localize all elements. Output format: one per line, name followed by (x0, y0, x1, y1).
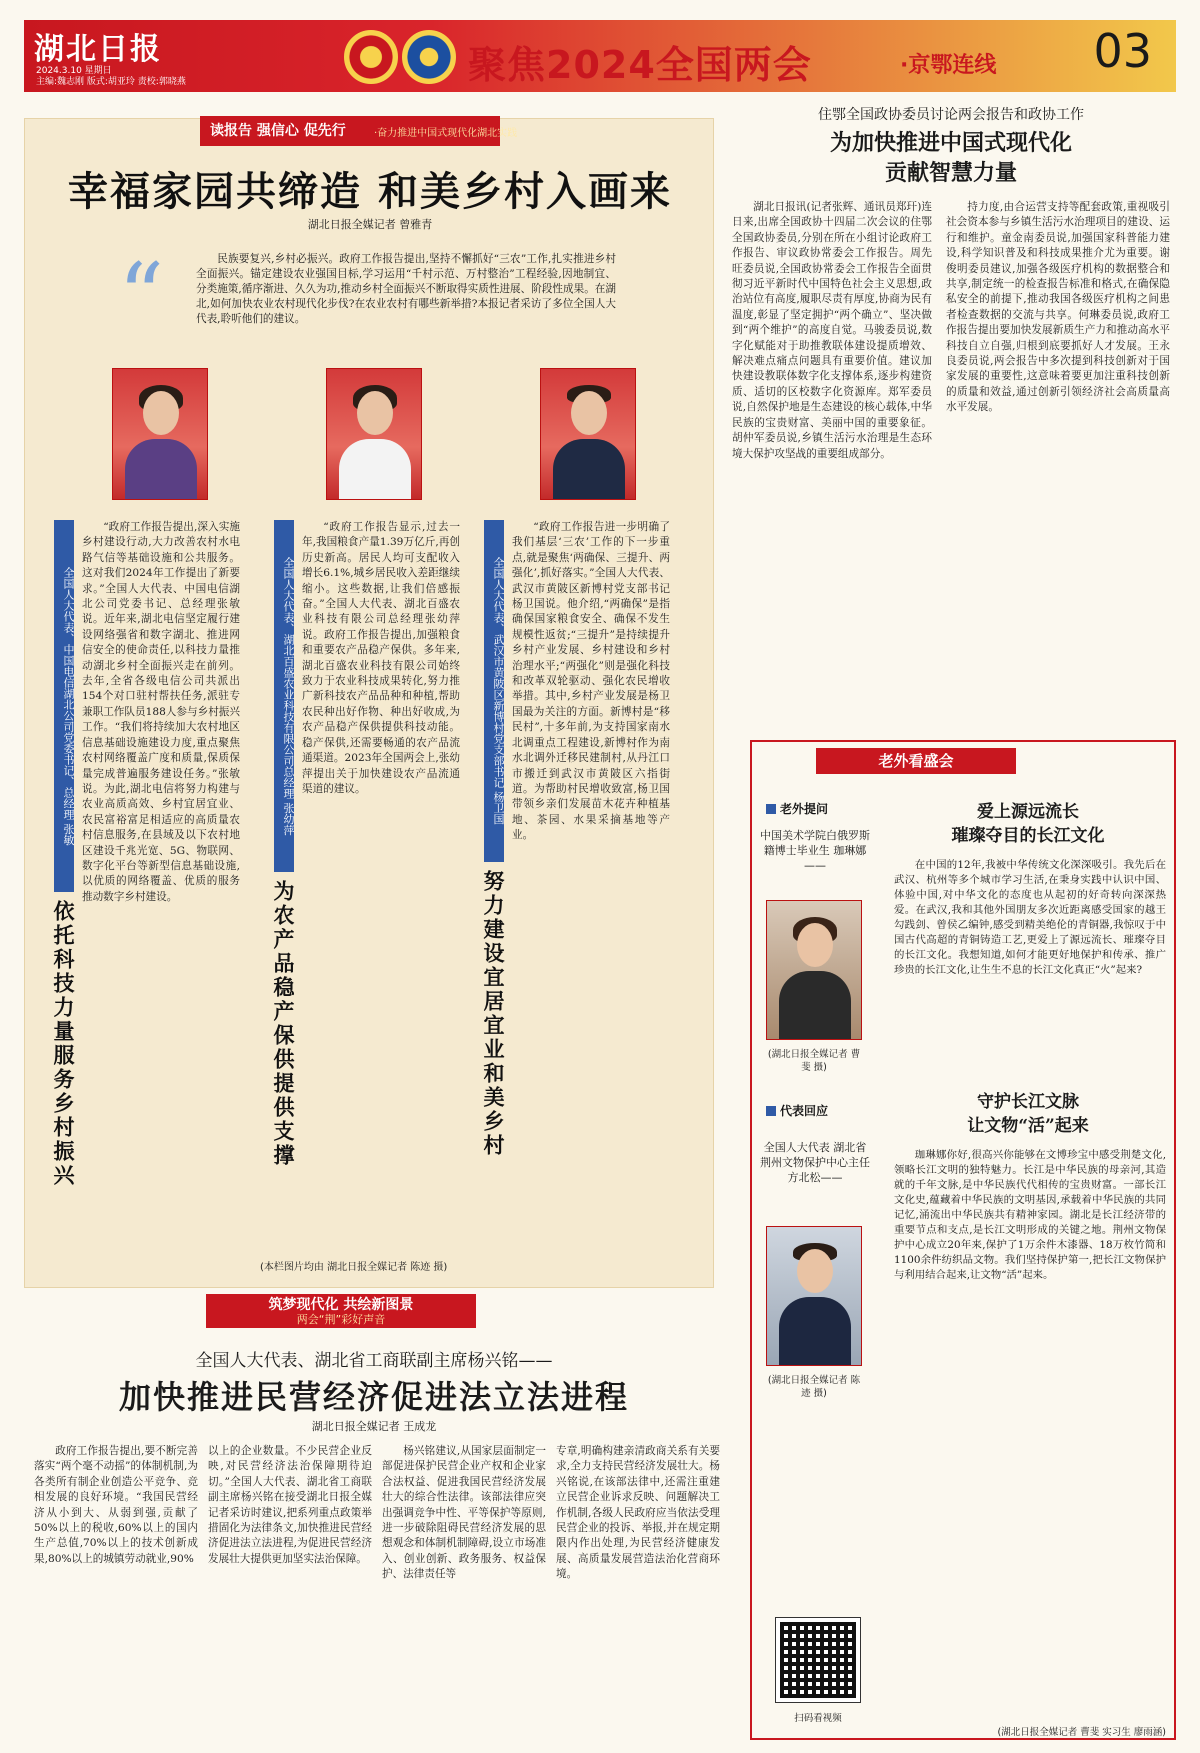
page-number: 03 (1093, 24, 1152, 78)
right-headline (726, 128, 1176, 188)
quote-mark-icon: “ (118, 244, 165, 349)
issue-date: 2024.3.10 星期日 (36, 66, 112, 76)
national-emblem-icon (344, 30, 398, 84)
main-byline: 湖北日报全媒记者 曾雅青 (307, 218, 433, 231)
answerer-caption: (湖北日报全媒记者 陈迹 摄) (767, 1375, 861, 1399)
lower-col-2: 以上的企业数量。不少民营企业反映,对民营经济法治保障期待迫切。”全国人大代表、湖北省工商联副主席杨兴铭在接受湖北日报全媒记者采访时建议,把系列重点政策举措固化为法律条文,加快推进民营经济促进法立法进程,为促进民营经济发展壮大提供更加坚实法治保障。 (208, 1445, 372, 1565)
lower-col-1: 政府工作报告提出,要不断完善落实“两个毫不动摇”的体制机制,为各类所有制企业创造公平竞争、竞相发展的良好环境。“我国民营经济从小到大、从弱到强,贡献了50%以上的税收,60%以上的国内生产总值,70%以上的技术创新成果,80%以上的城镇劳动就业,90% (34, 1445, 198, 1565)
answer-text: 珈琳娜你好,很高兴你能够在文博珍宝中感受荆楚文化,领略长江文明的独特魅力。长江是中华民族的母亲河,其造就的千年文脉,是中华民族代代相传的宝贵财富。一部长江文化史,蕴藏着中华民族的文明基因,承载着中华民族的共同记忆,涌流出中华民族共有精神家园。湖北是长江经济带的重要节点和支点,是长江文明形成的关键之地。荆州文物保护中心成立20年来,保护了1万余件木漆器、18万枚竹简和1100余件纺织品文物。我们坚持保护第一,把长江文物保护与利用结合起来,让文物“活”起来。 (894, 1149, 1166, 1281)
guest-credit: (湖北日报全媒记者 曹斐 实习生 廖雨涵) (997, 1727, 1166, 1738)
lower-col-4: 专章,明确构建亲清政商关系有关要求,全力支持民营经济发展壮大。杨兴铭说,在该部法律中,还需注重建立民营企业诉求反映、问题解决工作机制,各级人民政府应当依法受理民营企业的投诉、举报,并在规定期限内作出处理,为民营经济健康发展、高质量发展营造法治化营商环境。 (556, 1445, 720, 1581)
lower-subtitle: 全国人大代表、湖北省工商联副主席杨兴铭—— (195, 1351, 553, 1371)
rep-1-headline: 依托科技力量服务乡村振兴 (51, 900, 76, 1188)
asker-caption: (湖北日报全媒记者 曹斐 摄) (767, 1049, 861, 1073)
answer-tag: 代表回应 (766, 1102, 828, 1119)
answerer-name: 全国人大代表 湖北省荆州文物保护中心主任 方北松—— (760, 1141, 870, 1184)
photo-credit: (本栏图片均由 湖北日报全媒记者 陈迹 摄) (260, 1262, 448, 1273)
rep-2-text: “政府工作报告显示,过去一年,我国粮食产量1.39万亿斤,再创历史新高。居民人均可支配收入增长6.1%,城乡居民收入差距继续缩小。这些数据,让我们倍感振奋。”全国人大代表、湖北百盛农业科技有限公司总经理张幼萍说。政府工作报告提出,加强粮食和重要农产品稳产保供。多年来,湖北百盛农业科技有限公司始终致力于农业科技成果转化,努力推广新科技农产品品种和种植,帮助农民种出好作物、种出好收成,为农产品稳产保供提供科技动能。稳产保供,还需要畅通的农产品流通渠道。2023年全国两会上,张幼萍提出关于加快建设农产品流通渠道的建议。 (302, 521, 460, 795)
answerer-photo (766, 1226, 862, 1366)
rep-3-bar: 全国人大代表、武汉市黄陂区新博村党支部书记 杨卫国 (484, 520, 504, 862)
lower-col-3: 杨兴铭建议,从国家层面制定一部促进保护民营企业产权和企业家合法权益、促进我国民营经济发展壮大的综合性法律。该部法律应突出强调竞争中性、平等保护等原则,进一步破除阻碍民营经济发展的思想观念和体制机制障碍,设立市场准入、创业创新、政务服务、权益保护、法律责任等 (382, 1445, 546, 1581)
rep-1-bar: 全国人大代表、中国电信湖北公司党委书记、总经理 张敏 (54, 520, 74, 892)
column-kicker-sub: ·奋力推进中国式现代化湖北实践 (374, 128, 518, 139)
right-headline-line1: 为加快推进中国式现代化 (829, 130, 1072, 156)
lower-banner (206, 1294, 476, 1328)
lower-headline: 加快推进民营经济促进法立法进程 (118, 1378, 629, 1416)
foreigner-box-header: 老外看盛会 (816, 748, 1016, 774)
rep-3-headline: 努力建设宜居宜业和美乡村 (481, 870, 506, 1158)
right-col-2: 持力度,由合运营支持等配套政策,重视吸引社会资本参与乡镇生活污水治理项目的建设、运行和维护。童金南委员说,加强国家科普能力建设,科学知识普及和科技成果推介尤为重要。谢俊明委员建议,加强各级医疗机构的数据整合和共享,制定统一的检查报告标准和格式,在确保隐私安全的前提下,推动我国各级医疗机构之间患者检查数据的交流与共享。何琳委员说,政府工作报告提出要加快发展新质生产力和推动高水平科技自立自强,归根到底要抓好人才发展。王永良委员说,两会报告中多次提到科技创新对于国家发展的重要性,这意味着要更加注重科技创新的质量和效益,通过创新引领经济社会高质量高水平发展。 (946, 201, 1170, 414)
masthead-subtitle: ·京鄂连线 (900, 53, 997, 78)
masthead (24, 20, 1176, 92)
ask-title: 爱上源远流长 璀璨夺目的长江文化 (951, 802, 1105, 846)
right-headline-line2: 贡献智慧力量 (884, 160, 1017, 186)
column-kicker: 读报告 强信心 促先行 (200, 116, 500, 146)
rep-2-headline: 为农产品稳产保供提供支撑 (271, 880, 296, 1168)
main-intro: 民族要复兴,乡村必振兴。政府工作报告提出,坚持不懈抓好“三农”工作,扎实推进乡村全面振兴。锚定建设农业强国目标,学习运用“千村示范、万村整治”工程经验,因地制宜、分类施策,循序渐进、久久为功,推动乡村全面振兴不断取得实质性进展、阶段性成果。在湖北,如何加快农业农村现代化步伐?在农业农村有哪些新举措?本报记者采访了多位全国人大代表,聆听他们的建议。 (196, 253, 616, 325)
lower-banner-main: 筑梦现代化 共绘新图景 (268, 1297, 414, 1313)
rep-1-text: “政府工作报告提出,深入实施乡村建设行动,大力改善农村水电路气信等基础设施和公共服务。这对我们2024年工作提出了新要求。”全国人大代表、中国电信湖北公司党委书记、总经理张敏说。近年来,湖北电信坚定履行建设网络强省和数字湖北、推进网信安全的使命责任,以科技力量推动湖北乡村全面振兴走在前列。去年,全省各级电信公司共派出154个对口驻村帮扶任务,派驻专兼职工作队员188人参与乡村振兴工作。“我们将持续加大农村地区信息基础设施建设力度,重点聚焦农村网络覆盖广度和质量,保质保量完成普遍服务建设任务。”张敏说。为此,湖北电信将努力构建与农业高质高效、乡村宜居宜业、农民富裕富足相适应的高质量农村信息服务,在县域及以下农村地区建设千兆光宽、5G、物联网、数字化平台等新型信息基础设施,以优质的网络覆盖、优质的服务推动数字乡村建设。 (82, 521, 240, 903)
qr-code[interactable] (776, 1618, 860, 1702)
answer-title: 守护长江文脉 让文物“活”起来 (967, 1092, 1089, 1136)
lower-byline: 湖北日报全媒记者 王成龙 (311, 1420, 437, 1433)
ask-tag: 老外提问 (766, 800, 828, 817)
editor-credits: 主编:魏志刚 版式:胡亚玲 责校:郭晓燕 (36, 77, 186, 87)
asker-photo (766, 900, 862, 1040)
masthead-meta (36, 66, 186, 88)
portrait-zhang-min (112, 368, 208, 500)
portrait-zhang-youping (326, 368, 422, 500)
newspaper-logo: 湖北日报 (34, 32, 162, 67)
lower-banner-sub: 两会“荆”彩好声音 (296, 1313, 386, 1326)
right-col-1: 湖北日报讯(记者张辉、通讯员郑玕)连日来,出席全国政协十四届二次会议的住鄂全国政协委员,分别在所在小组讨论政府工作报告、审议政协常委会工作报告。周先旺委员说,全国政协常委会工作报告全面贯彻习近平新时代中国特色社会主义思想,政治站位有高度,履职尽责有厚度,协商为民有温度,彰显了坚定拥护“两个确立”、坚决做到“两个维护”的高度自觉。马骏委员说,数字化赋能对于助推教联体建设提质增效、解决难点痛点问题具有重要价值。建议加快建设教联体数字化支撑体系,逐步构建资质、适切的区校数字化资源库。郑军委员说,自然保护地是生态建设的核心载体,中华民族的宝贵财富、美丽中国的重要象征。胡仲军委员说,乡镇生活污水治理是生态环境大保护攻坚战的重要组成部分。 (732, 201, 932, 460)
masthead-title: 聚焦2024全国两会 (468, 43, 812, 87)
portrait-yang-weiguo (540, 368, 636, 500)
qr-caption: 扫码看视频 (794, 1713, 842, 1724)
ask-text: 在中国的12年,我被中华传统文化深深吸引。我先后在武汉、杭州等多个城市学习生活,在秉身实践中认识中国、体验中国,对中华文化的态度也从起初的好奇转向深深热爱。在武汉,我和其他外国朋友多次近距离感受国家的越王勾践剑、曾侯乙编钟,感受到精美绝伦的青铜器,我惊叹于中国古代高超的青铜铸造工艺,更爱上了源远流长、璀璨夺目的长江文化。我想知道,如何才能更好地保护和传承、推广珍贵的长江文化,让生生不息的长江文化真正“火”起来? (894, 859, 1166, 976)
asker-name: 中国美术学院白俄罗斯籍博士毕业生 珈琳娜—— (760, 829, 870, 872)
rep-2-bar: 全国人大代表、湖北百盛农业科技有限公司总经理 张幼萍 (274, 520, 294, 872)
cppcc-emblem-icon (402, 30, 456, 84)
right-subtitle: 住鄂全国政协委员讨论两会报告和政协工作 (818, 107, 1084, 123)
rep-3-text: “政府工作报告进一步明确了我们基层‘三农’工作的下一步重点,就是聚焦‘两确保、三提升、两强化’,抓好落实。”全国人大代表、武汉市黄陂区新博村党支部书记杨卫国说。他介绍,“两确保”是指确保国家粮食安全、确保不发生规模性返贫;“三提升”是持续提升乡村产业发展、乡村建设和乡村治理水平;“两强化”则是强化科技和改革双轮驱动、强化农民增收举措。其中,乡村产业发展是杨卫国最为关注的方面。新博村是“移民村”,十多年前,为支持国家南水北调重点工程建设,新博村作为南水北调外迁移民建制村,从丹江口市搬迁到武汉市黄陂区六指街道。为帮助村民增收致富,杨卫国带领乡亲们发展苗木花卉种植基地、茶园、水果采摘基地等产业。 (512, 521, 670, 842)
main-headline: 幸福家园共缔造 和美乡村入画来 (68, 168, 672, 215)
